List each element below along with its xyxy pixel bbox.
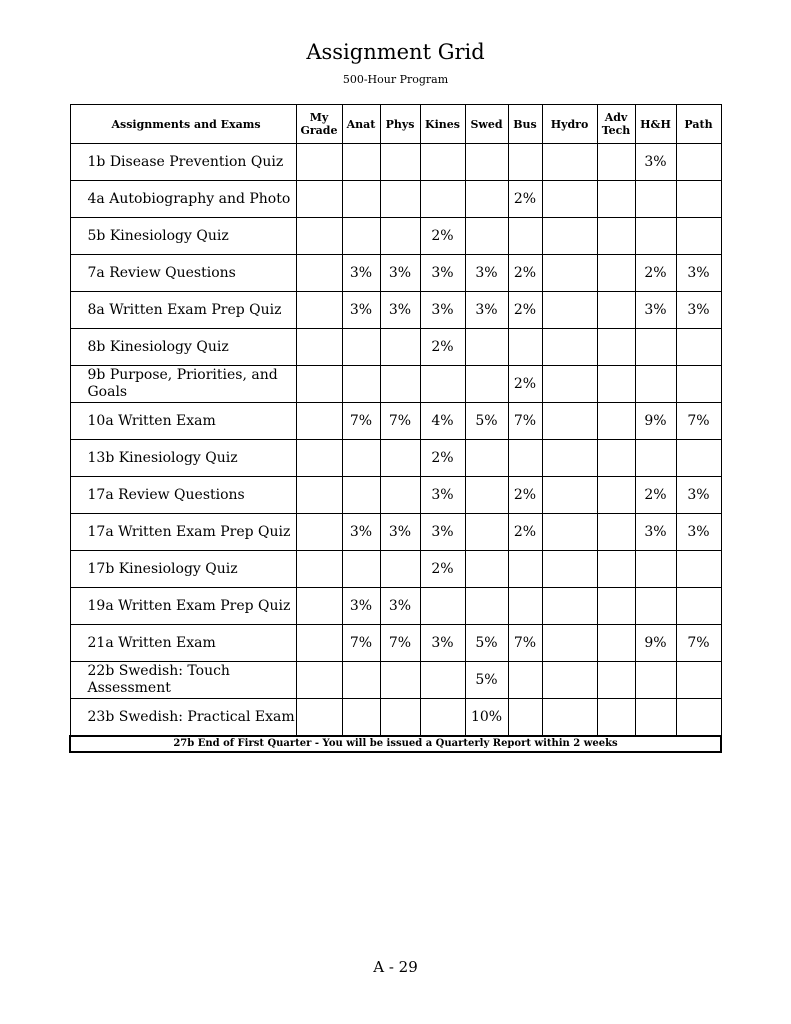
phys-weight-cell: 3% bbox=[380, 588, 420, 625]
hh-weight-cell: 2% bbox=[635, 255, 676, 292]
swed-weight-cell bbox=[465, 144, 508, 181]
my-grade-cell bbox=[296, 255, 342, 292]
hh-weight-cell bbox=[635, 699, 676, 737]
my-grade-cell bbox=[296, 699, 342, 737]
page-subtitle: 500-Hour Program bbox=[342, 73, 449, 86]
swed-weight-cell: 3% bbox=[465, 292, 508, 329]
phys-weight-cell bbox=[380, 477, 420, 514]
hh-weight-cell: 9% bbox=[635, 403, 676, 440]
phys-weight-cell bbox=[380, 144, 420, 181]
path-weight-cell bbox=[676, 551, 721, 588]
header-swed: Swed bbox=[465, 105, 508, 144]
path-weight-cell: 7% bbox=[676, 403, 721, 440]
table-row bbox=[70, 551, 721, 588]
anat-weight-cell bbox=[342, 366, 380, 403]
kines-weight-cell: 3% bbox=[420, 514, 465, 551]
path-weight-cell bbox=[676, 662, 721, 699]
bus-weight-cell bbox=[508, 551, 542, 588]
phys-weight-cell bbox=[380, 366, 420, 403]
anat-weight-cell bbox=[342, 662, 380, 699]
bus-weight-cell: 7% bbox=[508, 403, 542, 440]
assignment-name-cell: 21a Written Exam bbox=[70, 625, 296, 662]
adv-weight-cell bbox=[597, 181, 635, 218]
path-weight-cell: 7% bbox=[676, 625, 721, 662]
anat-weight-cell: 3% bbox=[342, 255, 380, 292]
bus-weight-cell: 2% bbox=[508, 255, 542, 292]
hh-weight-cell: 3% bbox=[635, 144, 676, 181]
adv-weight-cell bbox=[597, 625, 635, 662]
bus-weight-cell bbox=[508, 699, 542, 737]
assignment-name-cell: 5b Kinesiology Quiz bbox=[70, 218, 296, 255]
table-header-row bbox=[70, 105, 721, 144]
path-weight-cell bbox=[676, 329, 721, 366]
table-row bbox=[70, 662, 721, 699]
adv-weight-cell bbox=[597, 403, 635, 440]
hh-weight-cell: 3% bbox=[635, 292, 676, 329]
bus-weight-cell: 2% bbox=[508, 292, 542, 329]
anat-weight-cell: 7% bbox=[342, 625, 380, 662]
assignment-name-cell: 10a Written Exam bbox=[70, 403, 296, 440]
kines-weight-cell bbox=[420, 662, 465, 699]
my-grade-cell bbox=[296, 292, 342, 329]
hydro-weight-cell bbox=[542, 255, 597, 292]
kines-weight-cell: 3% bbox=[420, 625, 465, 662]
adv-weight-cell bbox=[597, 662, 635, 699]
kines-weight-cell bbox=[420, 366, 465, 403]
my-grade-cell bbox=[296, 588, 342, 625]
assignment-name-cell: 7a Review Questions bbox=[70, 255, 296, 292]
header-path: Path bbox=[676, 105, 721, 144]
my-grade-cell bbox=[296, 366, 342, 403]
anat-weight-cell bbox=[342, 218, 380, 255]
my-grade-cell bbox=[296, 403, 342, 440]
hydro-weight-cell bbox=[542, 181, 597, 218]
table-footer-row bbox=[70, 736, 721, 752]
adv-weight-cell bbox=[597, 588, 635, 625]
adv-weight-cell bbox=[597, 514, 635, 551]
hh-weight-cell bbox=[635, 366, 676, 403]
table-row bbox=[70, 440, 721, 477]
bus-weight-cell: 2% bbox=[508, 477, 542, 514]
swed-weight-cell bbox=[465, 588, 508, 625]
hydro-weight-cell bbox=[542, 292, 597, 329]
table-row bbox=[70, 181, 721, 218]
header-kines: Kines bbox=[420, 105, 465, 144]
kines-weight-cell: 3% bbox=[420, 477, 465, 514]
quarter-end-note: 27b End of First Quarter - You will be issued a Quarterly Report within 2 weeks bbox=[70, 736, 721, 752]
phys-weight-cell: 7% bbox=[380, 625, 420, 662]
bus-weight-cell: 2% bbox=[508, 181, 542, 218]
header-adv-line2: Tech bbox=[601, 124, 631, 137]
path-weight-cell: 3% bbox=[676, 477, 721, 514]
kines-weight-cell bbox=[420, 144, 465, 181]
header-hydro: Hydro bbox=[542, 105, 597, 144]
page-title: Assignment Grid bbox=[306, 40, 485, 64]
kines-weight-cell: 3% bbox=[420, 255, 465, 292]
assignment-name-cell: 17a Review Questions bbox=[70, 477, 296, 514]
phys-weight-cell bbox=[380, 218, 420, 255]
path-weight-cell bbox=[676, 218, 721, 255]
adv-weight-cell bbox=[597, 255, 635, 292]
table-row bbox=[70, 699, 721, 737]
table-row bbox=[70, 477, 721, 514]
swed-weight-cell: 10% bbox=[465, 699, 508, 737]
assignment-name-cell: 4a Autobiography and Photo bbox=[70, 181, 296, 218]
path-weight-cell bbox=[676, 366, 721, 403]
table-row bbox=[70, 366, 721, 403]
my-grade-cell bbox=[296, 144, 342, 181]
path-weight-cell bbox=[676, 440, 721, 477]
phys-weight-cell: 3% bbox=[380, 514, 420, 551]
anat-weight-cell bbox=[342, 551, 380, 588]
kines-weight-cell: 3% bbox=[420, 292, 465, 329]
hydro-weight-cell bbox=[542, 588, 597, 625]
adv-weight-cell bbox=[597, 440, 635, 477]
assignment-name-cell: 22b Swedish: Touch Assessment bbox=[70, 662, 296, 699]
path-weight-cell: 3% bbox=[676, 514, 721, 551]
assignment-grid-table bbox=[69, 104, 722, 753]
my-grade-cell bbox=[296, 181, 342, 218]
adv-weight-cell bbox=[597, 329, 635, 366]
hh-weight-cell: 3% bbox=[635, 514, 676, 551]
phys-weight-cell: 7% bbox=[380, 403, 420, 440]
hh-weight-cell bbox=[635, 440, 676, 477]
my-grade-cell bbox=[296, 329, 342, 366]
my-grade-cell bbox=[296, 477, 342, 514]
path-weight-cell bbox=[676, 144, 721, 181]
hydro-weight-cell bbox=[542, 329, 597, 366]
kines-weight-cell bbox=[420, 181, 465, 218]
path-weight-cell: 3% bbox=[676, 292, 721, 329]
table-row bbox=[70, 403, 721, 440]
anat-weight-cell bbox=[342, 144, 380, 181]
bus-weight-cell bbox=[508, 144, 542, 181]
phys-weight-cell bbox=[380, 440, 420, 477]
phys-weight-cell bbox=[380, 329, 420, 366]
assignment-name-cell: 19a Written Exam Prep Quiz bbox=[70, 588, 296, 625]
swed-weight-cell: 5% bbox=[465, 662, 508, 699]
kines-weight-cell: 2% bbox=[420, 551, 465, 588]
header-assignments: Assignments and Exams bbox=[70, 105, 296, 144]
assignment-name-cell: 17a Written Exam Prep Quiz bbox=[70, 514, 296, 551]
anat-weight-cell bbox=[342, 477, 380, 514]
bus-weight-cell bbox=[508, 662, 542, 699]
assignment-name-cell: 8a Written Exam Prep Quiz bbox=[70, 292, 296, 329]
hydro-weight-cell bbox=[542, 440, 597, 477]
path-weight-cell bbox=[676, 699, 721, 737]
kines-weight-cell: 4% bbox=[420, 403, 465, 440]
swed-weight-cell bbox=[465, 181, 508, 218]
anat-weight-cell bbox=[342, 440, 380, 477]
header-adv-line1: Adv bbox=[604, 111, 628, 124]
anat-weight-cell bbox=[342, 699, 380, 737]
hh-weight-cell bbox=[635, 329, 676, 366]
adv-weight-cell bbox=[597, 366, 635, 403]
anat-weight-cell: 3% bbox=[342, 292, 380, 329]
phys-weight-cell bbox=[380, 551, 420, 588]
path-weight-cell bbox=[676, 588, 721, 625]
header-my-grade-line1: My bbox=[309, 111, 329, 124]
bus-weight-cell: 2% bbox=[508, 514, 542, 551]
bus-weight-cell: 7% bbox=[508, 625, 542, 662]
phys-weight-cell bbox=[380, 181, 420, 218]
assignment-name-cell: 13b Kinesiology Quiz bbox=[70, 440, 296, 477]
hydro-weight-cell bbox=[542, 625, 597, 662]
hydro-weight-cell bbox=[542, 403, 597, 440]
bus-weight-cell bbox=[508, 329, 542, 366]
kines-weight-cell: 2% bbox=[420, 329, 465, 366]
anat-weight-cell bbox=[342, 329, 380, 366]
path-weight-cell: 3% bbox=[676, 255, 721, 292]
header-my-grade bbox=[296, 105, 342, 144]
bus-weight-cell bbox=[508, 218, 542, 255]
header-bus: Bus bbox=[508, 105, 542, 144]
header-phys: Phys bbox=[380, 105, 420, 144]
my-grade-cell bbox=[296, 551, 342, 588]
bus-weight-cell bbox=[508, 588, 542, 625]
table-row bbox=[70, 292, 721, 329]
adv-weight-cell bbox=[597, 218, 635, 255]
assignment-name-cell: 23b Swedish: Practical Exam bbox=[70, 699, 296, 737]
kines-weight-cell: 2% bbox=[420, 218, 465, 255]
hh-weight-cell bbox=[635, 662, 676, 699]
my-grade-cell bbox=[296, 662, 342, 699]
hydro-weight-cell bbox=[542, 699, 597, 737]
swed-weight-cell: 3% bbox=[465, 255, 508, 292]
table-row bbox=[70, 218, 721, 255]
swed-weight-cell bbox=[465, 514, 508, 551]
header-adv-tech bbox=[597, 105, 635, 144]
my-grade-cell bbox=[296, 625, 342, 662]
bus-weight-cell bbox=[508, 440, 542, 477]
phys-weight-cell bbox=[380, 699, 420, 737]
table-row bbox=[70, 329, 721, 366]
table-row bbox=[70, 514, 721, 551]
hydro-weight-cell bbox=[542, 477, 597, 514]
adv-weight-cell bbox=[597, 477, 635, 514]
swed-weight-cell bbox=[465, 218, 508, 255]
anat-weight-cell: 7% bbox=[342, 403, 380, 440]
bus-weight-cell: 2% bbox=[508, 366, 542, 403]
anat-weight-cell bbox=[342, 181, 380, 218]
hh-weight-cell bbox=[635, 181, 676, 218]
hydro-weight-cell bbox=[542, 366, 597, 403]
header-anat: Anat bbox=[342, 105, 380, 144]
table-row bbox=[70, 588, 721, 625]
swed-weight-cell bbox=[465, 477, 508, 514]
hydro-weight-cell bbox=[542, 144, 597, 181]
my-grade-cell bbox=[296, 218, 342, 255]
path-weight-cell bbox=[676, 181, 721, 218]
page-number: A - 29 bbox=[373, 958, 418, 976]
adv-weight-cell bbox=[597, 551, 635, 588]
my-grade-cell bbox=[296, 514, 342, 551]
header-hh: H&H bbox=[635, 105, 676, 144]
adv-weight-cell bbox=[597, 292, 635, 329]
assignment-name-cell: 9b Purpose, Priorities, and Goals bbox=[70, 366, 296, 403]
phys-weight-cell: 3% bbox=[380, 292, 420, 329]
swed-weight-cell bbox=[465, 366, 508, 403]
hydro-weight-cell bbox=[542, 662, 597, 699]
hydro-weight-cell bbox=[542, 514, 597, 551]
hh-weight-cell: 2% bbox=[635, 477, 676, 514]
hh-weight-cell bbox=[635, 588, 676, 625]
hh-weight-cell bbox=[635, 551, 676, 588]
anat-weight-cell: 3% bbox=[342, 514, 380, 551]
phys-weight-cell: 3% bbox=[380, 255, 420, 292]
kines-weight-cell: 2% bbox=[420, 440, 465, 477]
swed-weight-cell: 5% bbox=[465, 403, 508, 440]
table-row bbox=[70, 625, 721, 662]
hydro-weight-cell bbox=[542, 551, 597, 588]
swed-weight-cell: 5% bbox=[465, 625, 508, 662]
swed-weight-cell bbox=[465, 329, 508, 366]
assignment-name-cell: 17b Kinesiology Quiz bbox=[70, 551, 296, 588]
table-row bbox=[70, 144, 721, 181]
table-body bbox=[70, 144, 721, 737]
hh-weight-cell bbox=[635, 218, 676, 255]
anat-weight-cell: 3% bbox=[342, 588, 380, 625]
swed-weight-cell bbox=[465, 551, 508, 588]
adv-weight-cell bbox=[597, 144, 635, 181]
kines-weight-cell bbox=[420, 588, 465, 625]
my-grade-cell bbox=[296, 440, 342, 477]
assignment-name-cell: 8b Kinesiology Quiz bbox=[70, 329, 296, 366]
hh-weight-cell: 9% bbox=[635, 625, 676, 662]
hydro-weight-cell bbox=[542, 218, 597, 255]
swed-weight-cell bbox=[465, 440, 508, 477]
phys-weight-cell bbox=[380, 662, 420, 699]
table-row bbox=[70, 255, 721, 292]
adv-weight-cell bbox=[597, 699, 635, 737]
assignment-name-cell: 1b Disease Prevention Quiz bbox=[70, 144, 296, 181]
header-my-grade-line2: Grade bbox=[300, 124, 338, 137]
kines-weight-cell bbox=[420, 699, 465, 737]
